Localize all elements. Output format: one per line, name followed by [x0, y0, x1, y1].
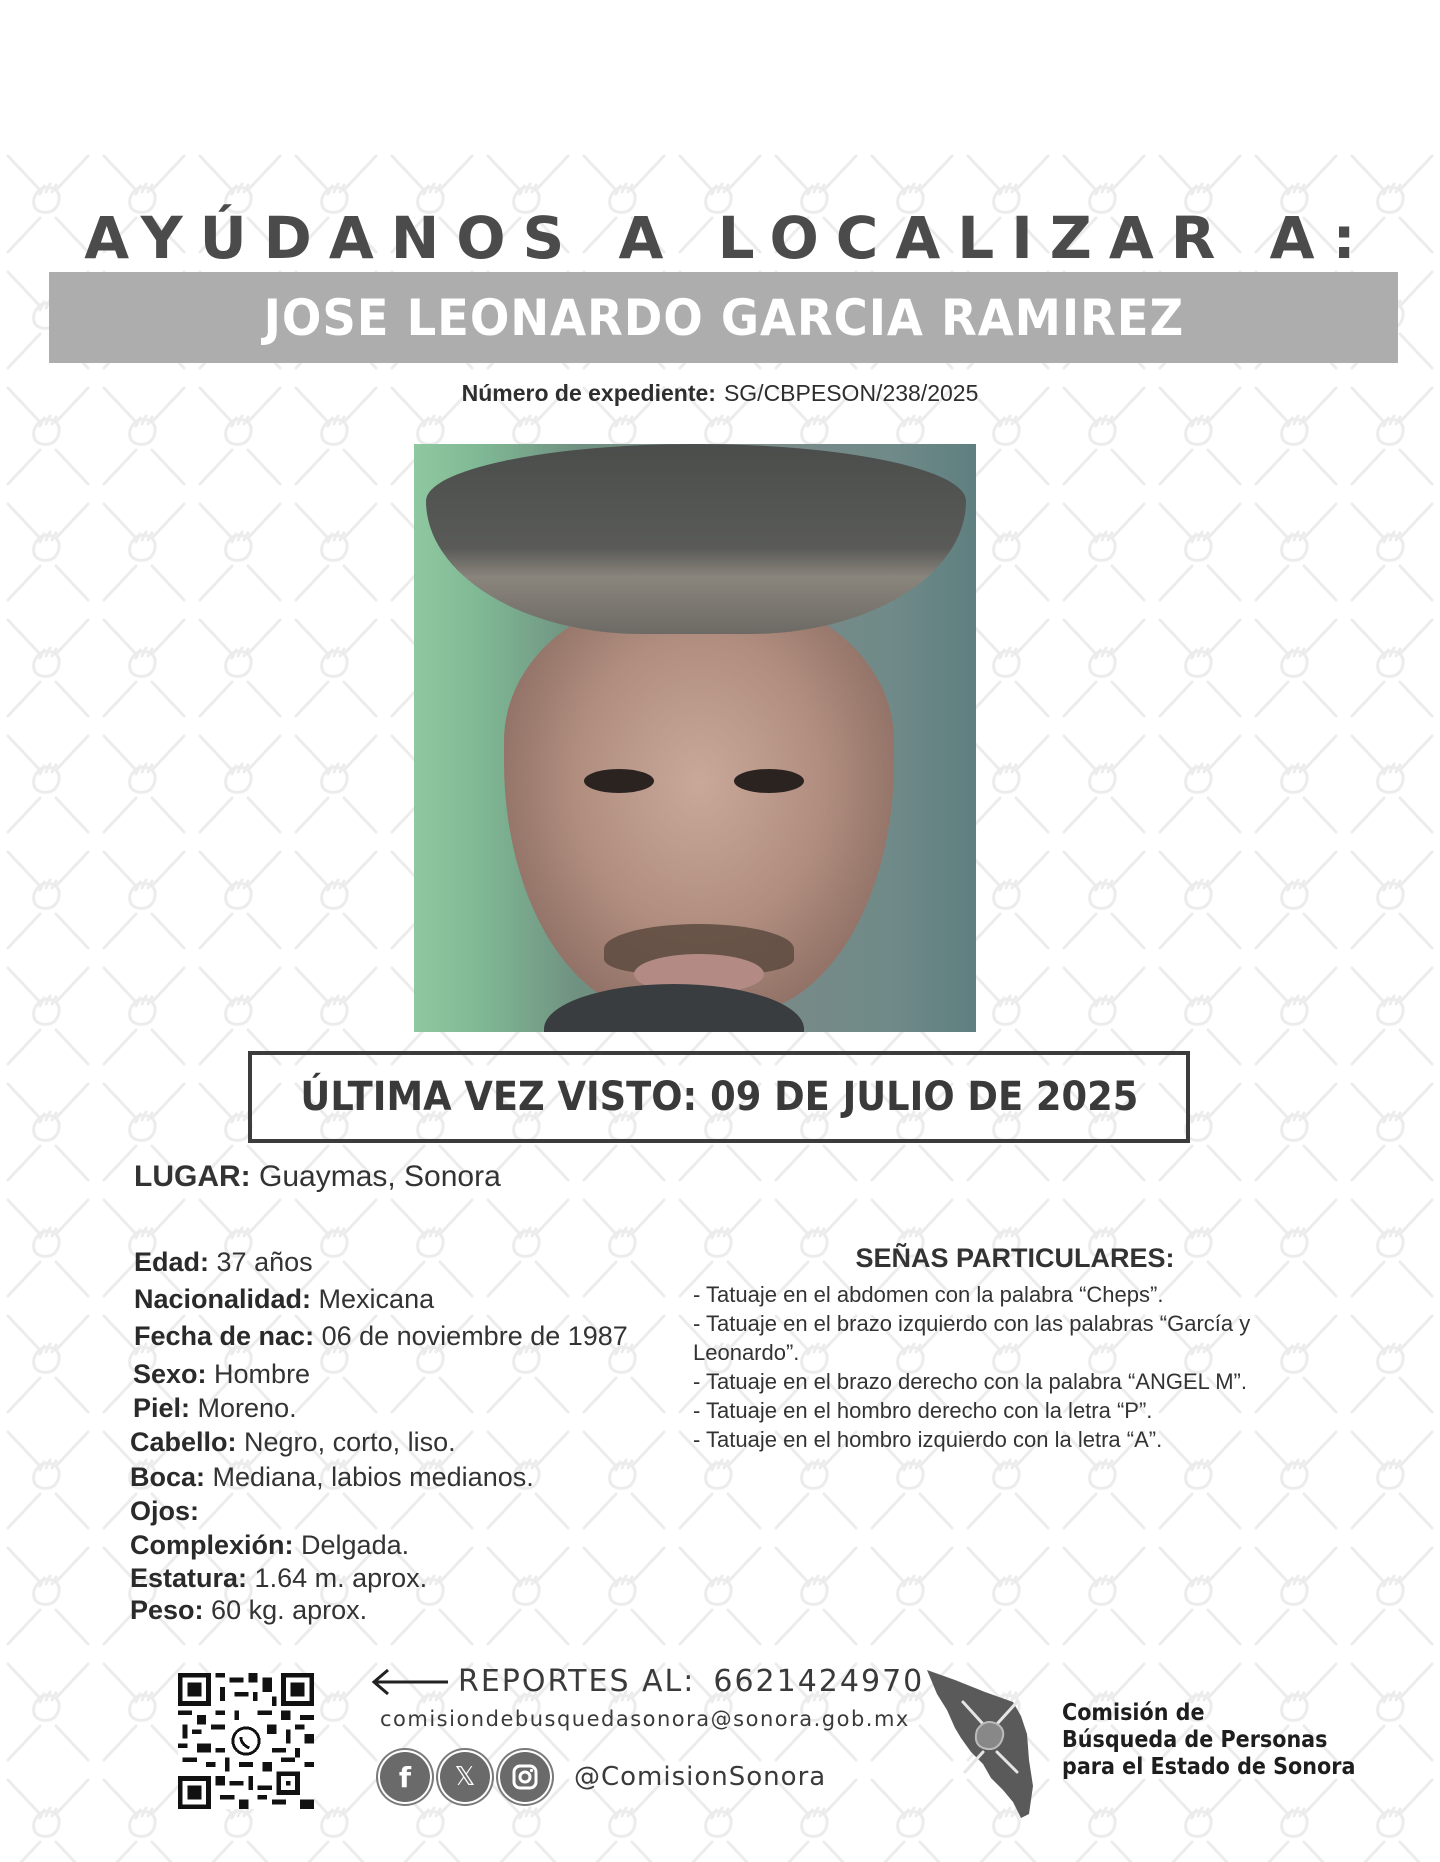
case-number-value: SG/CBPESON/238/2025	[723, 380, 979, 406]
page-title: AYÚDANOS A LOCALIZAR A:	[84, 204, 1373, 272]
detail-piel	[133, 1393, 297, 1423]
detail-label: Edad:	[134, 1247, 210, 1277]
detail-value: Delgada.	[301, 1530, 410, 1560]
email-link[interactable]: comisiondebusquedasonora@sonora.gob.mx	[380, 1707, 910, 1731]
qr-code-icon	[178, 1673, 314, 1809]
detail-sexo	[133, 1359, 310, 1389]
sonora-commission-logo-icon	[925, 1668, 1045, 1818]
org-line-1: Comisión de	[1062, 1700, 1205, 1726]
detail-label: Fecha de nac:	[134, 1321, 315, 1351]
org-line-3: para el Estado de Sonora	[1062, 1754, 1356, 1780]
phone-number[interactable]: 6621424970	[713, 1664, 925, 1699]
social-links	[380, 1752, 826, 1802]
case-number-label: Número de expediente:	[461, 380, 716, 406]
detail-label: Piel:	[133, 1393, 191, 1423]
detail-nacionalidad	[134, 1284, 434, 1314]
detail-label: Boca:	[130, 1462, 206, 1492]
detail-cabello	[130, 1427, 456, 1457]
person-name: JOSE LEONARDO GARCIA RAMIREZ	[263, 288, 1184, 347]
distinguishing-marks-title: SEÑAS PARTICULARES:	[855, 1243, 1175, 1273]
detail-value: Hombre	[214, 1359, 311, 1389]
instagram-glyph	[511, 1763, 539, 1791]
location-label: LUGAR:	[134, 1160, 251, 1193]
detail-complexion	[130, 1530, 409, 1560]
distinguishing-marks-list	[693, 1280, 1333, 1454]
instagram-icon[interactable]	[500, 1752, 550, 1802]
location-value: Guaymas, Sonora	[259, 1160, 501, 1193]
detail-fecha-nac	[134, 1321, 628, 1351]
whatsapp-qr-code[interactable]	[178, 1673, 314, 1809]
detail-value: 06 de noviembre de 1987	[321, 1321, 628, 1351]
detail-label: Estatura:	[130, 1563, 248, 1593]
detail-edad	[134, 1247, 313, 1277]
detail-value: 1.64 m. aprox.	[254, 1563, 428, 1593]
photo-cap	[426, 444, 966, 634]
facebook-glyph: f	[398, 1760, 412, 1794]
mark-item: - Tatuaje en el brazo izquierdo con las palabras “García y Leonardo”.	[693, 1311, 1251, 1365]
photo-face	[504, 594, 894, 1014]
person-photo	[414, 444, 976, 1032]
detail-label: Ojos:	[130, 1496, 200, 1526]
last-seen-box	[248, 1051, 1190, 1143]
mark-item: - Tatuaje en el abdomen con la palabra “Cheps”.	[693, 1282, 1164, 1307]
detail-value: Moreno.	[197, 1393, 297, 1423]
detail-label: Cabello:	[130, 1427, 237, 1457]
org-line-2: Búsqueda de Personas	[1062, 1727, 1328, 1753]
detail-value: 37 años	[216, 1247, 313, 1277]
mark-item: - Tatuaje en el brazo derecho con la palabra “ANGEL M”.	[693, 1369, 1247, 1394]
mark-item: - Tatuaje en el hombro derecho con la letra “P”.	[693, 1398, 1153, 1423]
detail-value: Mediana, labios medianos.	[212, 1462, 534, 1492]
detail-boca	[130, 1462, 534, 1492]
detail-label: Complexión:	[130, 1530, 294, 1560]
detail-ojos	[130, 1496, 199, 1526]
detail-peso	[130, 1595, 367, 1625]
detail-estatura	[130, 1563, 427, 1593]
report-line	[370, 1664, 924, 1699]
detail-value: Negro, corto, liso.	[244, 1427, 456, 1457]
mark-item: - Tatuaje en el hombro izquierdo con la letra “A”.	[693, 1427, 1163, 1452]
organization-name	[1062, 1700, 1355, 1781]
reportes-label: REPORTES AL:	[458, 1664, 696, 1699]
detail-value: 60 kg. aprox.	[211, 1595, 368, 1625]
location	[134, 1160, 501, 1194]
case-number	[0, 380, 1440, 407]
detail-label: Sexo:	[133, 1359, 207, 1389]
photo-eye-right	[734, 769, 804, 793]
arrow-left-icon	[370, 1667, 450, 1697]
last-seen-text: ÚLTIMA VEZ VISTO: 09 DE JULIO DE 2025	[300, 1074, 1138, 1120]
social-handle[interactable]: @ComisionSonora	[574, 1762, 827, 1792]
x-glyph: 𝕏	[454, 1762, 476, 1792]
x-icon[interactable]	[440, 1752, 490, 1802]
detail-label: Peso:	[130, 1595, 204, 1625]
detail-label: Nacionalidad:	[134, 1284, 312, 1314]
facebook-icon[interactable]	[380, 1752, 430, 1802]
photo-eye-left	[584, 769, 654, 793]
name-banner	[49, 272, 1398, 363]
detail-value: Mexicana	[318, 1284, 435, 1314]
